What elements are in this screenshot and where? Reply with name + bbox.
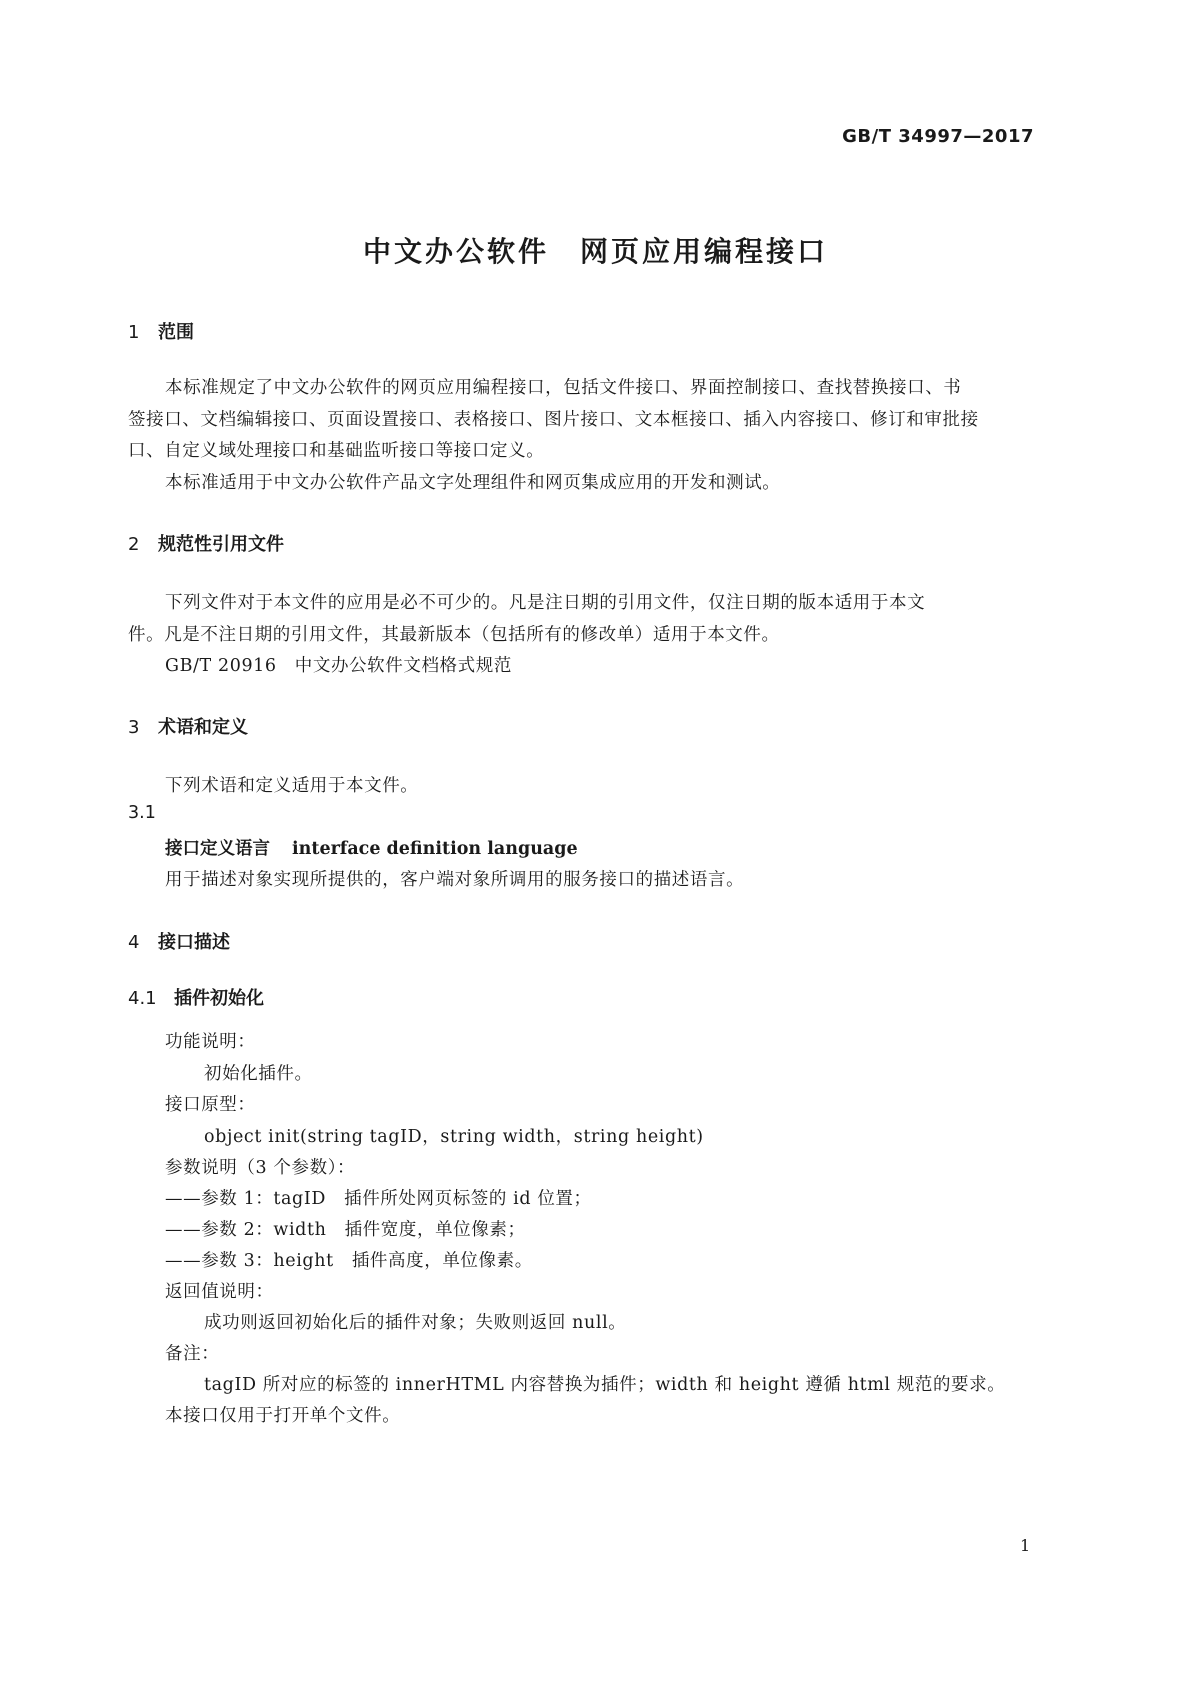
section-title: 规范性引用文件	[158, 534, 284, 555]
section-title: 术语和定义	[158, 717, 248, 738]
remarks-line: tagID 所对应的标签的 innerHTML 内容替换为插件；width 和 height 遵循 html 规范的要求。	[204, 1375, 1006, 1395]
label-interface-prototype: 接口原型：	[165, 1095, 256, 1115]
parameter-item: ——参数 2：width 插件宽度，单位像素；	[165, 1220, 526, 1240]
section-title: 范围	[158, 322, 194, 343]
parameter-item: ——参数 1：tagID 插件所处网页标签的 id 位置；	[165, 1189, 592, 1209]
paragraph-line: 件。凡是不注日期的引用文件，其最新版本（包括所有的修改单）适用于本文件。	[128, 625, 780, 645]
label-parameters: 参数说明（3 个参数）：	[165, 1158, 356, 1178]
remarks-line: 本接口仅用于打开单个文件。	[165, 1406, 401, 1426]
section-2-heading	[128, 530, 284, 556]
term-english: interface definition language	[292, 839, 578, 859]
section-3-heading	[128, 713, 248, 739]
paragraph-line: 口、自定义域处理接口和基础监听接口等接口定义。	[128, 441, 545, 461]
return-value-description: 成功则返回初始化后的插件对象；失败则返回 null。	[204, 1313, 627, 1333]
document-title: 中文办公软件 网页应用编程接口	[362, 235, 828, 268]
section-number: 4.1	[128, 988, 157, 1009]
parameter-item: ——参数 3：height 插件高度，单位像素。	[165, 1251, 533, 1271]
term-definition: 用于描述对象实现所提供的，客户端对象所调用的服务接口的描述语言。	[165, 870, 745, 890]
term-entry	[165, 835, 578, 860]
page-number: 1	[1020, 1536, 1031, 1555]
section-number: 2	[128, 534, 140, 555]
section-number: 1	[128, 322, 140, 343]
paragraph-line: 本标准规定了中文办公软件的网页应用编程接口，包括文件接口、界面控制接口、查找替换接口、书	[165, 378, 962, 398]
paragraph-line: 签接口、文档编辑接口、页面设置接口、表格接口、图片接口、文本框接口、插入内容接口、修订和审批接	[128, 410, 979, 430]
label-return-value: 返回值说明：	[165, 1282, 274, 1302]
term-number: 3.1	[128, 803, 156, 823]
section-title: 插件初始化	[174, 988, 264, 1009]
normative-reference: GB/T 20916 中文办公软件文档格式规范	[165, 656, 512, 676]
section-4-heading	[128, 928, 230, 954]
section-number: 3	[128, 717, 140, 738]
label-remarks: 备注：	[165, 1344, 220, 1364]
label-function-description: 功能说明：	[165, 1032, 256, 1052]
paragraph-line: 下列术语和定义适用于本文件。	[165, 776, 419, 796]
section-title: 接口描述	[158, 932, 230, 953]
paragraph-line: 下列文件对于本文件的应用是必不可少的。凡是注日期的引用文件，仅注日期的版本适用于本文	[165, 593, 926, 613]
paragraph-line: 本标准适用于中文办公软件产品文字处理组件和网页集成应用的开发和测试。	[165, 473, 781, 493]
function-description: 初始化插件。	[204, 1064, 313, 1084]
section-1-heading	[128, 318, 194, 344]
standard-code: GB/T 34997—2017	[842, 126, 1034, 147]
section-4-1-heading	[128, 984, 264, 1010]
term-chinese: 接口定义语言	[165, 839, 270, 859]
section-number: 4	[128, 932, 140, 953]
interface-prototype: object init(string tagID，string width，string height)	[204, 1127, 704, 1147]
